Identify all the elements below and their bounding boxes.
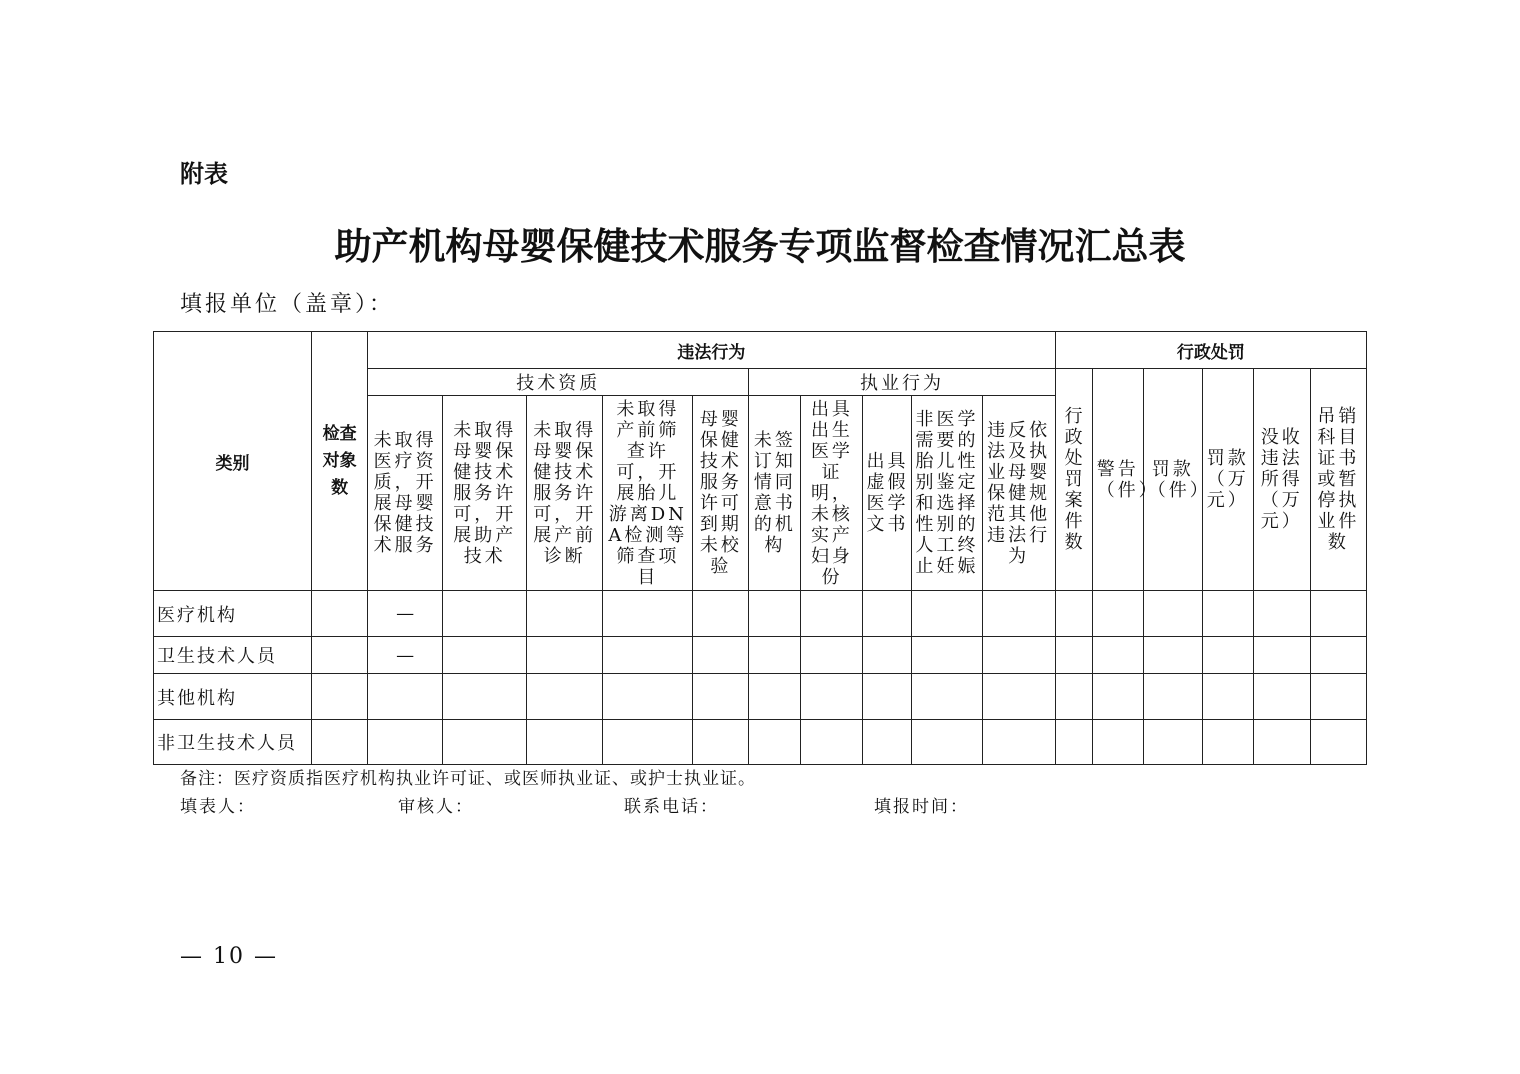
tech-col-2: 未取得母婴保健技术服务许可，开展产前诊断 [527, 396, 603, 591]
tech-col-1: 未取得母婴保健技术服务许可，开展助产技术 [443, 396, 527, 591]
reviewer-label: 审核人： [398, 797, 474, 817]
table-cell[interactable] [749, 720, 801, 765]
table-cell[interactable] [982, 720, 1055, 765]
table-row [154, 674, 1367, 720]
table-cell[interactable] [527, 674, 603, 720]
inspect-count-label: 检查对象数 [322, 423, 357, 498]
practice-col-4: 违反依法及执业母婴保健规范其他违法行为 [982, 396, 1055, 591]
inspect-count-header [312, 332, 368, 591]
fill-unit-label: 填报单位（盖章）： [180, 292, 395, 317]
table-cell[interactable] [1055, 674, 1092, 720]
row-label: 其他机构 [154, 674, 312, 720]
practice-col-1: 出具出生医学证明，未核实产妇身份 [801, 396, 863, 591]
table-cell[interactable] [693, 591, 749, 637]
page-title: 助产机构母婴保健技术服务专项监督检查情况汇总表 [334, 224, 1186, 268]
table-cell[interactable] [1202, 720, 1253, 765]
table-cell[interactable] [912, 637, 982, 674]
phone-label: 联系电话： [624, 797, 719, 817]
table-cell[interactable] [749, 674, 801, 720]
table-cell[interactable] [912, 674, 982, 720]
table-cell[interactable] [443, 591, 527, 637]
table-cell[interactable] [982, 674, 1055, 720]
table-cell[interactable] [1202, 637, 1253, 674]
table-cell[interactable] [863, 674, 912, 720]
table-cell[interactable] [1253, 591, 1310, 637]
table-cell[interactable] [863, 637, 912, 674]
table-cell[interactable] [443, 720, 527, 765]
table-cell[interactable] [603, 720, 693, 765]
table-cell[interactable] [1143, 674, 1202, 720]
table-cell[interactable] [1092, 720, 1143, 765]
penalty-col-3: 罚款（万元） [1202, 369, 1253, 591]
table-cell[interactable]: — [368, 637, 443, 674]
tech-col-3: 未取得产前筛查许可，开展胎儿游离DNA检测等筛查项目 [603, 396, 693, 591]
table-cell[interactable] [527, 591, 603, 637]
table-cell[interactable] [603, 637, 693, 674]
tech-subgroup-header: 技术资质 [368, 369, 749, 396]
table-cell[interactable] [368, 720, 443, 765]
table-cell[interactable] [1310, 720, 1366, 765]
row-label: 卫生技术人员 [154, 637, 312, 674]
table-cell[interactable] [1253, 674, 1310, 720]
table-cell[interactable] [863, 720, 912, 765]
table-cell[interactable] [1055, 637, 1092, 674]
table-cell[interactable] [1055, 591, 1092, 637]
penalty-col-0: 行政处罚案件数 [1055, 369, 1092, 591]
practice-subgroup-header: 执业行为 [749, 369, 1055, 396]
table-cell[interactable] [1253, 637, 1310, 674]
page-number: — 10 — [180, 944, 278, 969]
table-cell[interactable] [603, 591, 693, 637]
category-header: 类别 [154, 332, 312, 591]
penalty-col-1: 警告（件） [1092, 369, 1143, 591]
table-cell[interactable] [443, 637, 527, 674]
table-cell[interactable] [1202, 674, 1253, 720]
fill-time-label: 填报时间： [874, 797, 969, 817]
table-row [154, 637, 1367, 674]
signature-line [180, 792, 1180, 818]
tech-col-0: 未取得医疗资质，开展母婴保健技术服务 [368, 396, 443, 591]
practice-col-2: 出具虚假医学文书 [863, 396, 912, 591]
table-cell[interactable] [863, 591, 912, 637]
row-label: 医疗机构 [154, 591, 312, 637]
table-cell[interactable] [1092, 591, 1143, 637]
table-cell[interactable] [312, 720, 368, 765]
table-cell[interactable] [801, 674, 863, 720]
penalty-col-2: 罚款（件） [1143, 369, 1202, 591]
table-cell[interactable] [693, 637, 749, 674]
table-cell[interactable] [1092, 674, 1143, 720]
penalty-col-4: 没收违法所得（万元） [1253, 369, 1310, 591]
footnote: 备注：医疗资质指医疗机构执业许可证、或医师执业证、或护士执业证。 [180, 769, 756, 789]
table-cell[interactable] [693, 674, 749, 720]
table-cell[interactable] [312, 637, 368, 674]
table-cell[interactable] [801, 591, 863, 637]
table-row [154, 591, 1367, 637]
penalty-col-5: 吊销科目证书或暂停执业件数 [1310, 369, 1366, 591]
row-label: 非卫生技术人员 [154, 720, 312, 765]
table-cell[interactable]: — [368, 591, 443, 637]
table-cell[interactable] [527, 637, 603, 674]
practice-col-3: 非医学需要的胎儿性别鉴定和选择性别的人工终止妊娠 [912, 396, 982, 591]
table-cell[interactable] [1092, 637, 1143, 674]
filler-label: 填表人： [180, 797, 256, 817]
table-cell[interactable] [693, 720, 749, 765]
annex-label: 附表 [180, 160, 228, 188]
table-cell[interactable] [1310, 591, 1366, 637]
table-cell[interactable] [912, 720, 982, 765]
table-cell[interactable] [443, 674, 527, 720]
table-cell[interactable] [1310, 674, 1366, 720]
table-cell[interactable] [1310, 637, 1366, 674]
table-cell[interactable] [368, 674, 443, 720]
table-cell[interactable] [1202, 591, 1253, 637]
table-cell[interactable] [527, 720, 603, 765]
table-cell[interactable] [801, 720, 863, 765]
table-cell[interactable] [749, 591, 801, 637]
practice-col-0: 未签订知情同意书的机构 [749, 396, 801, 591]
table-cell[interactable] [1143, 591, 1202, 637]
table-cell[interactable] [801, 637, 863, 674]
table-cell[interactable] [749, 637, 801, 674]
table-cell[interactable] [1253, 720, 1310, 765]
table-cell[interactable] [1143, 637, 1202, 674]
table-cell[interactable] [982, 637, 1055, 674]
table-cell[interactable] [982, 591, 1055, 637]
table-cell[interactable] [603, 674, 693, 720]
tech-col-4: 母婴保健技术服务许可到期未校验 [693, 396, 749, 591]
penalty-group-header: 行政处罚 [1055, 332, 1366, 369]
violation-group-header: 违法行为 [368, 332, 1056, 369]
table-cell[interactable] [912, 591, 982, 637]
table-cell[interactable] [312, 591, 368, 637]
table-cell[interactable] [1055, 720, 1092, 765]
table-row [154, 720, 1367, 765]
table-cell[interactable] [312, 674, 368, 720]
summary-table [153, 331, 1367, 765]
table-cell[interactable] [1143, 720, 1202, 765]
